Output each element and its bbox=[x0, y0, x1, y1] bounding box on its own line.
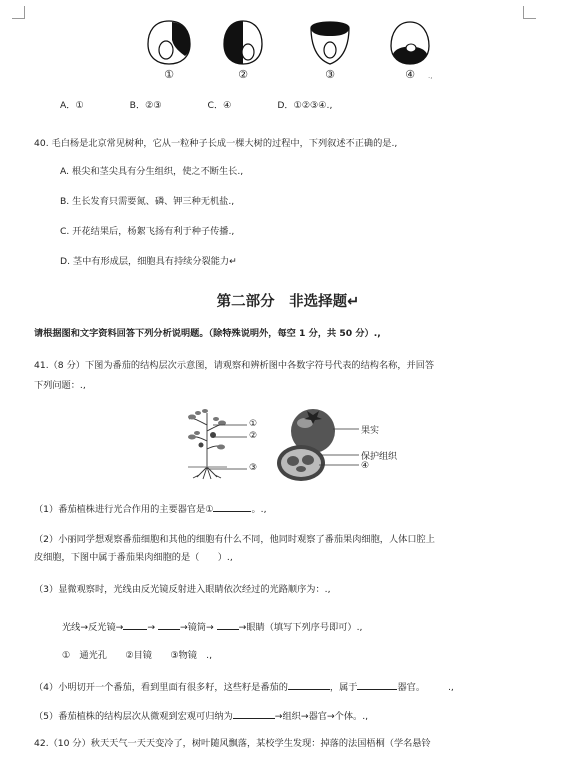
q40-stem: 40. 毛白杨是北京常见树种，它从一粒种子长成一棵大树的过程中，下列叙述不正确的是., bbox=[34, 138, 398, 149]
q41-sub2-line-1: （2）小丽同学想观察番茄细胞和其他的细胞有什么不同，他同时观察了番茄果肉细胞，人体口腔上 bbox=[34, 534, 435, 545]
section-instruction: 请根据图和文字资料回答下列分析说明题。（除特殊说明外，每空 1 分，共 50 分）., bbox=[34, 328, 381, 339]
light-path-part-4: →眼睛（填写下列序号即可）., bbox=[238, 622, 363, 633]
q41-sub4-blank-2[interactable] bbox=[357, 680, 397, 690]
q41-sub4-mid: ，属于 bbox=[329, 682, 358, 693]
q40-option-c: C. 开花结果后，杨絮飞扬有利于种子传播., bbox=[60, 226, 235, 237]
crop-mark-top-left bbox=[12, 6, 25, 19]
seed-diagram-3 bbox=[305, 18, 355, 66]
light-path-blank-3[interactable] bbox=[217, 620, 239, 630]
q41-sub5-blank[interactable] bbox=[233, 709, 275, 719]
plant-label-2: ② bbox=[249, 431, 258, 441]
tomato-structure-figure bbox=[183, 405, 418, 485]
q41-sub5-end: →组织→器官→个体。., bbox=[274, 711, 369, 722]
tissue-number-label: ④ bbox=[361, 461, 370, 471]
q41-sub1-end: 。., bbox=[251, 504, 267, 515]
seed-diagram-4 bbox=[385, 18, 435, 66]
seed-label-1: ① bbox=[164, 68, 174, 81]
q41-sub5 bbox=[34, 709, 368, 723]
q41-sub3-options: ① 通光孔 ②目镜 ③物镜 ., bbox=[62, 650, 212, 661]
q41-sub4-blank-1[interactable] bbox=[288, 680, 330, 690]
tissue-label: 保护组织 bbox=[361, 452, 398, 462]
tomato-figure-drawing bbox=[183, 405, 418, 485]
q40-option-a: A. 根尖和茎尖具有分生组织，使之不断生长., bbox=[60, 166, 244, 177]
light-path-blank-1[interactable] bbox=[123, 620, 147, 630]
q42-stem: 42.（10 分）秋天天气一天天变冷了，树叶随风飘落，某校学生发现：掉落的法国梧桐（学名悬铃 bbox=[34, 738, 431, 749]
seed-diagram-2 bbox=[218, 18, 268, 66]
light-path-part-3: →镜筒→ bbox=[179, 622, 214, 633]
plant-label-3: ③ bbox=[249, 463, 258, 473]
seed-diagram-1 bbox=[144, 18, 194, 66]
q41-stem-line-1: 41.（8 分）下图为番茄的结构层次示意图，请观察和辨析图中各数字符号代表的结构名称，并回答 bbox=[34, 360, 435, 371]
seed-label-4: ④ bbox=[405, 68, 415, 81]
q41-sub3: （3）显微观察时，光线由反光镜反射进入眼睛依次经过的光路顺序为：., bbox=[34, 584, 331, 595]
crop-mark-top-right bbox=[523, 6, 536, 19]
q41-sub1-text: （1）番茄植株进行光合作用的主要器官是① bbox=[34, 504, 214, 515]
light-path-part-2: → bbox=[147, 622, 156, 633]
seed-label-2: ② bbox=[238, 68, 248, 81]
q41-sub4 bbox=[34, 680, 454, 694]
light-path-part-1: 光线→反光镜→ bbox=[62, 622, 124, 633]
q41-light-path bbox=[62, 620, 362, 634]
q41-sub1 bbox=[34, 502, 267, 516]
plant-label-1: ① bbox=[249, 419, 258, 429]
q39-options: A．① B．②③ C．④ D．①②③④., bbox=[60, 100, 333, 111]
q41-sub2-line-2: 皮细胞，下图中属于番茄果肉细胞的是（ ）., bbox=[34, 552, 233, 563]
q41-sub5-text: （5）番茄植株的结构层次从微观到宏观可归纳为 bbox=[34, 711, 233, 722]
q41-sub1-blank[interactable] bbox=[213, 502, 251, 512]
q41-sub4-text: （4）小明切开一个番茄，看到里面有很多籽，这些籽是番茄的 bbox=[34, 682, 288, 693]
q40-option-b: B. 生长发育只需要氮、磷、钾三种无机盐., bbox=[60, 196, 235, 207]
q41-sub4-end: 器官。 ., bbox=[397, 682, 454, 693]
light-path-blank-2[interactable] bbox=[158, 620, 180, 630]
section-title: 第二部分 非选择题↵ bbox=[216, 294, 360, 310]
seed-label-3: ③ bbox=[325, 68, 335, 81]
seed-figure-para-mark: ., bbox=[428, 72, 433, 80]
fruit-label: 果实 bbox=[361, 426, 380, 436]
q40-option-d: D. 茎中有形成层，细胞具有持续分裂能力↵ bbox=[60, 256, 237, 267]
q41-stem-line-2: 下列问题：., bbox=[34, 380, 86, 391]
